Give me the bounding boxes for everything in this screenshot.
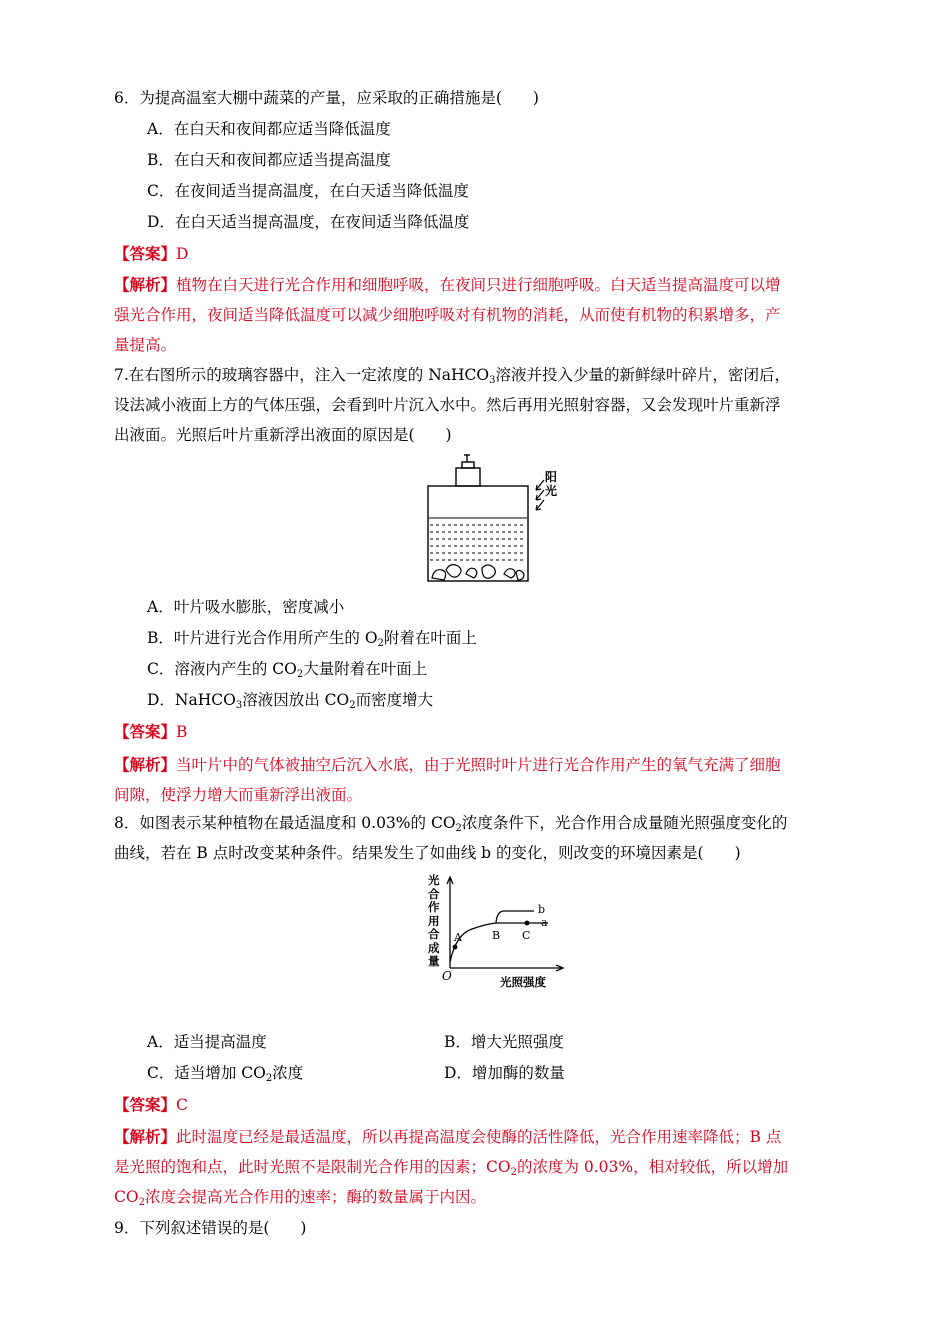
x-axis-label: 光照强度	[500, 975, 546, 989]
analysis-text: 当叶片中的气体被抽空后沉入水底，由于光照时叶片进行光合作用产生的氧气充满了细胞	[176, 756, 781, 774]
q6-option-c: C．在夜间适当提高温度，在白天适当降低温度	[147, 182, 469, 200]
option-text: 大量附着在叶面上	[303, 660, 428, 678]
q6-analysis-line	[114, 275, 781, 295]
y-label-char: 光	[428, 873, 440, 887]
analysis-text: 此时温度已经是最适温度，所以再提高温度会使酶的活性降低，光合作用速率降低；B 点	[176, 1128, 782, 1146]
q8-stem-text: 8．如图表示某种植物在最适温度和 0.03%的 CO	[114, 814, 456, 832]
q8-stem-line: 曲线，若在 B 点时改变某种条件。结果发生了如曲线 b 的变化，则改变的环境因素是( )	[114, 844, 741, 862]
q7-stem-line	[114, 365, 790, 385]
q8-answer	[114, 1095, 188, 1115]
option-text: C．适当增加 CO	[147, 1064, 266, 1082]
answer-tag: 【答案】	[114, 244, 177, 263]
point-c-label: C	[522, 929, 531, 942]
y-label-char: 量	[428, 954, 440, 968]
point-c	[525, 921, 530, 926]
analysis-tag: 【解析】	[114, 1127, 177, 1146]
q7-answer	[114, 722, 187, 742]
subscript: 2	[296, 669, 304, 680]
analysis-text: 植物在白天进行光合作用和细胞呼吸，在夜间只进行细胞呼吸。白天适当提高温度可以增	[176, 276, 781, 294]
liquid-lines	[429, 518, 527, 560]
option-text: 溶液因放出 CO	[242, 691, 350, 709]
analysis-text: 是光照的饱和点，此时光照不是限制光合作用的因素；CO	[114, 1158, 511, 1176]
q8-option-c	[147, 1063, 303, 1083]
option-text: C．溶液内产生的 CO	[147, 660, 297, 678]
q7-option-d	[147, 690, 433, 710]
subscript: 2	[510, 1167, 517, 1178]
y-label-char: 合	[428, 886, 440, 901]
y-label-char: 成	[428, 940, 440, 955]
subscript: 3	[489, 375, 496, 386]
y-label-char: 合	[428, 927, 440, 941]
origin-label: O	[442, 969, 452, 983]
analysis-text: CO	[114, 1188, 139, 1206]
answer-value: D	[176, 245, 189, 263]
leaf-fragments	[432, 565, 524, 580]
point-a-label: A	[454, 931, 462, 944]
analysis-text: 的浓度为 0.03%，相对较低，所以增加	[516, 1158, 789, 1176]
subscript: 2	[377, 638, 384, 649]
q7-analysis-line	[114, 755, 781, 775]
q8-stem-line	[114, 813, 787, 833]
point-b-label: B	[492, 929, 501, 942]
subscript: 2	[138, 1197, 145, 1208]
analysis-tag: 【解析】	[114, 755, 177, 774]
option-text: 而密度增大	[355, 691, 434, 709]
q6-analysis-line: 量提高。	[114, 336, 177, 354]
q8-option-b: B．增大光照强度	[444, 1033, 564, 1051]
q9-stem: 9．下列叙述错误的是( )	[114, 1219, 307, 1237]
q7-option-b	[147, 628, 477, 648]
subscript: 2	[455, 823, 462, 834]
q7-stem-text: 7.在右图所示的玻璃容器中，注入一定浓度的 NaHCO	[114, 366, 490, 384]
q6-option-d: D．在白天适当提高温度，在夜间适当降低温度	[147, 213, 470, 231]
q7-stem-line: 设法减小液面上方的气体压强，会看到叶片沉入水中。然后再用光照射容器，又会发现叶片重新浮	[114, 396, 781, 414]
option-text: 附着在叶面上	[383, 629, 477, 647]
curve-b-label: b	[538, 903, 546, 916]
answer-value: B	[176, 723, 188, 741]
q7-stem-line: 出液面。光照后叶片重新浮出液面的原因是( )	[114, 426, 452, 444]
q6-answer	[114, 244, 188, 264]
analysis-tag: 【解析】	[114, 275, 177, 294]
curve-a-label: a	[541, 916, 548, 929]
q7-stem-text: 溶液并投入少量的新鲜绿叶碎片，密闭后，	[495, 366, 790, 384]
answer-value: C	[176, 1096, 188, 1114]
q8-analysis-line	[114, 1127, 781, 1147]
subscript: 2	[265, 1073, 273, 1084]
y-label-char: 作	[428, 900, 440, 914]
photosynthesis-graph	[420, 872, 570, 992]
q8-option-a: A．适当提高温度	[147, 1033, 267, 1051]
q8-stem-text: 浓度条件下，光合作用合成量随光照强度变化的	[461, 814, 788, 832]
y-axis-label	[428, 874, 441, 969]
answer-tag: 【答案】	[114, 722, 177, 741]
q8-analysis-line	[114, 1187, 486, 1207]
option-text: D．NaHCO	[147, 691, 236, 709]
q8-analysis-line	[114, 1157, 788, 1177]
answer-tag: 【答案】	[114, 1095, 177, 1114]
subscript: 3	[235, 700, 243, 711]
option-text: B．叶片进行光合作用所产生的 O	[147, 629, 378, 647]
q7-analysis-line: 间隙，使浮力增大而重新浮出液面。	[114, 786, 363, 804]
subscript: 2	[349, 700, 356, 711]
q6-stem: 6．为提高温室大棚中蔬菜的产量，应采取的正确措施是( )	[114, 89, 539, 107]
q7-option-a: A．叶片吸水膨胀，密度减小	[147, 598, 345, 616]
sunlight-label: 阳光	[545, 470, 558, 498]
y-label-char: 用	[428, 913, 440, 928]
q7-option-c	[147, 659, 427, 679]
q6-analysis-line: 强光合作用，夜间适当降低温度可以减少细胞呼吸对有机物的消耗，从而使有机物的积累增多，产	[114, 306, 781, 324]
option-text: 浓度	[272, 1064, 304, 1082]
q8-option-d: D．增加酶的数量	[444, 1064, 565, 1082]
q6-option-b: B．在白天和夜间都应适当提高温度	[147, 151, 391, 169]
q6-option-a: A．在白天和夜间都应适当降低温度	[147, 120, 391, 138]
sunlight-arrows	[536, 480, 544, 510]
analysis-text: 浓度会提高光合作用的速率；酶的数量属于内因。	[144, 1188, 486, 1206]
